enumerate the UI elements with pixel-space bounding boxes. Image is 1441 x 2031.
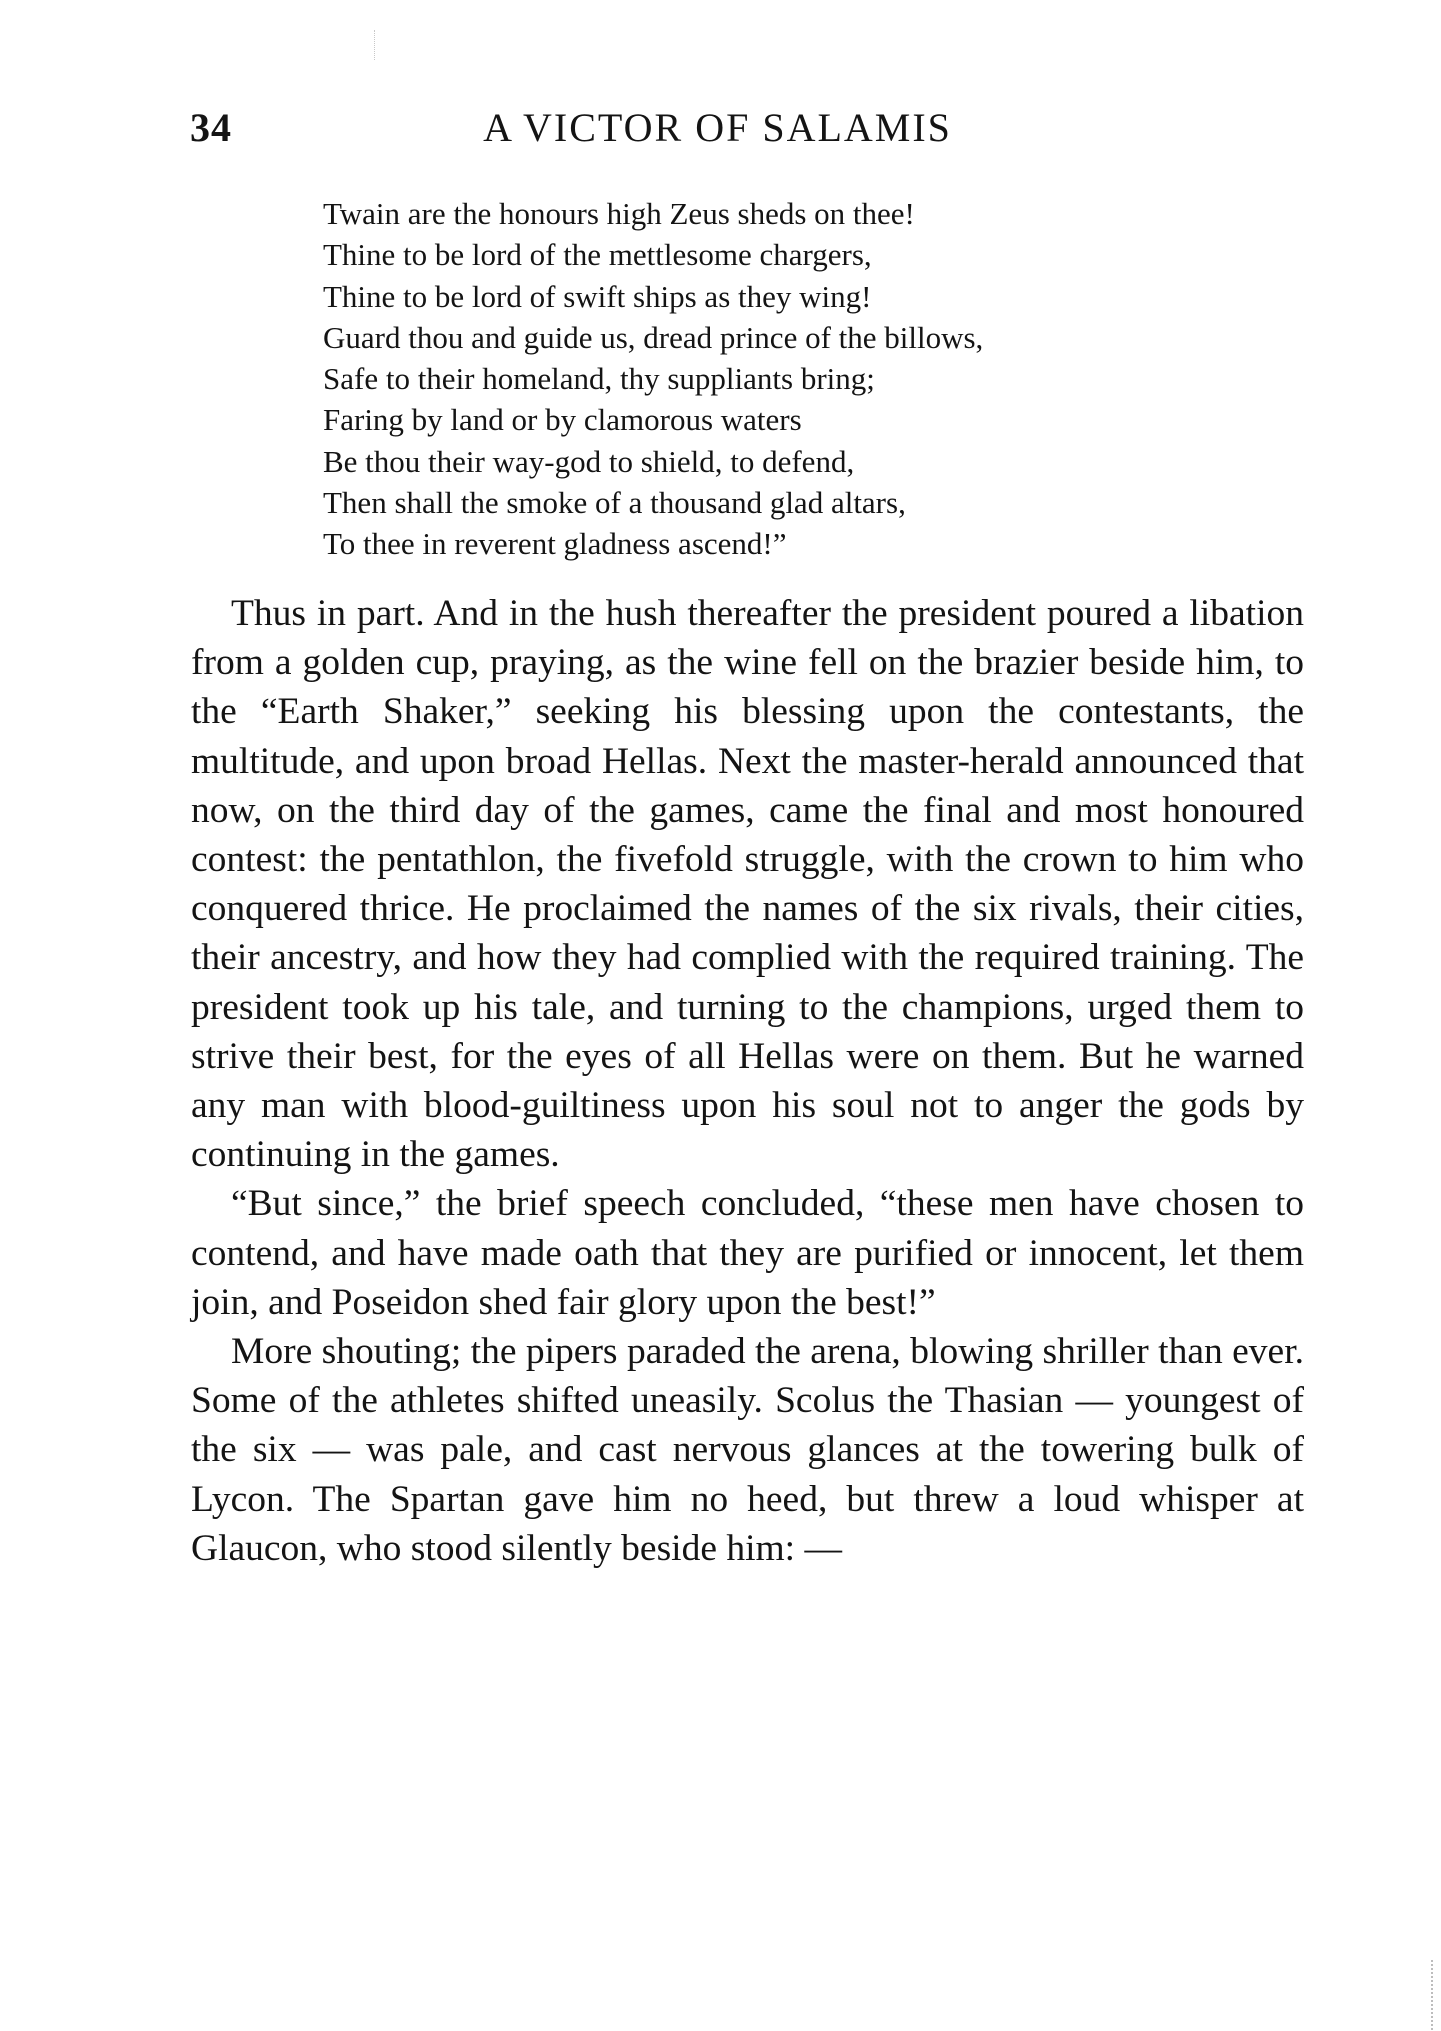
running-title: A VICTOR OF SALAMIS — [483, 105, 952, 150]
paragraph: More shouting; the pipers paraded the arena, blowing shriller than ever. Some of the athletes shifted uneasily. Scolus the Thasian — youngest of the six — was pale, and cast nervous glances at the towering bulk of Lycon. The Spartan gave him no heed, but threw a loud whisper at Glaucon, who stood silently beside him: — — [191, 1331, 1304, 1569]
poem-line: Be thou their way-god to shield, to defend, — [323, 443, 855, 479]
paragraph: Thus in part. And in the hush thereafter the president poured a libation from a golden cup, praying, as the wine fell on the brazier beside him, to the “Earth Shaker,” seeking his blessing upon the contestants, the multitude, and upon broad Hellas. Next the master-herald announced that now, on the third day of the games, came the final and most honoured contest: the pentathlon, the fivefold struggle, with the crown to him who conquered thrice. He proclaimed the names of the six rivals, their cities, their ancestry, and how they had complied with the required training. The president took up his tale, and turning to the champions, urged them to strive their best, for the eyes of all Hellas were on them. But he warned any man with blood-guiltiness upon his soul not to anger the gods by continuing in the games. — [191, 593, 1304, 1176]
scan-speck — [374, 30, 377, 60]
scan-edge-marks — [1427, 1960, 1433, 2030]
poem-line: Thine to be lord of the mettlesome chargers, — [323, 237, 872, 273]
poem-line: Thine to be lord of swift ships as they wing! — [323, 278, 872, 314]
page-number: 34 — [190, 105, 232, 150]
paragraph: “But since,” the brief speech concluded, “these men have chosen to contend, and have made oath that they are purified or innocent, let them join, and Poseidon shed fair glory upon the best!” — [191, 1183, 1304, 1323]
poem-line: Guard thou and guide us, dread prince of the billows, — [323, 319, 984, 355]
poem-line: Safe to their homeland, thy suppliants bring; — [323, 361, 875, 397]
poem-line: Faring by land or by clamorous waters — [323, 402, 802, 438]
poem-line: Then shall the smoke of a thousand glad altars, — [323, 485, 906, 521]
poem-line: To thee in reverent gladness ascend!” — [323, 526, 787, 562]
poem-line: Twain are the honours high Zeus sheds on thee! — [323, 196, 915, 231]
running-head — [190, 104, 1305, 164]
prose-body — [191, 589, 1304, 1573]
poem-stanza — [323, 193, 1303, 565]
